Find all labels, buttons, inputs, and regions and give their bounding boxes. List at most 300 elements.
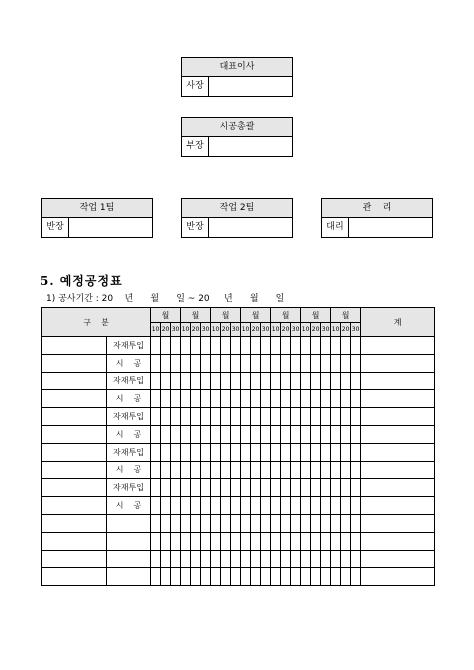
schedule-cell[interactable] [191,443,201,461]
schedule-cell[interactable] [161,425,171,443]
schedule-cell[interactable] [211,461,221,479]
schedule-cell[interactable] [191,568,201,586]
org-team2-name-field[interactable] [209,218,292,237]
row-total-cell[interactable] [361,408,435,426]
schedule-cell[interactable] [241,408,251,426]
schedule-cell[interactable] [341,354,351,372]
schedule-cell[interactable] [181,408,191,426]
schedule-cell[interactable] [201,354,211,372]
schedule-cell[interactable] [331,514,341,532]
schedule-cell[interactable] [191,461,201,479]
schedule-cell[interactable] [281,354,291,372]
schedule-cell[interactable] [331,337,341,355]
schedule-cell[interactable] [241,479,251,497]
schedule-cell[interactable] [341,372,351,390]
schedule-cell[interactable] [181,568,191,586]
schedule-cell[interactable] [291,461,301,479]
row-total-cell[interactable] [361,425,435,443]
schedule-cell[interactable] [231,461,241,479]
schedule-cell[interactable] [261,390,271,408]
org-team1-name-field[interactable] [69,218,152,237]
org-ceo-name-field[interactable] [209,77,292,96]
row-item-cell[interactable] [42,408,107,426]
schedule-cell[interactable] [151,497,161,515]
schedule-cell[interactable] [221,443,231,461]
schedule-cell[interactable] [241,354,251,372]
schedule-cell[interactable] [151,372,161,390]
row-total-cell[interactable] [361,461,435,479]
row-total-cell[interactable] [361,443,435,461]
schedule-cell[interactable] [181,337,191,355]
schedule-cell[interactable] [161,514,171,532]
schedule-cell[interactable] [151,532,161,550]
schedule-cell[interactable] [151,354,161,372]
schedule-cell[interactable] [181,461,191,479]
schedule-cell[interactable] [291,532,301,550]
schedule-cell[interactable] [241,443,251,461]
schedule-cell[interactable] [251,354,261,372]
schedule-cell[interactable] [221,425,231,443]
schedule-cell[interactable] [191,425,201,443]
schedule-cell[interactable] [201,550,211,568]
schedule-cell[interactable] [351,354,361,372]
schedule-cell[interactable] [171,550,181,568]
schedule-cell[interactable] [281,390,291,408]
schedule-cell[interactable] [231,550,241,568]
schedule-cell[interactable] [191,497,201,515]
schedule-cell[interactable] [311,354,321,372]
schedule-cell[interactable] [291,479,301,497]
schedule-cell[interactable] [161,568,171,586]
schedule-cell[interactable] [201,479,211,497]
schedule-cell[interactable] [231,497,241,515]
schedule-cell[interactable] [291,443,301,461]
schedule-cell[interactable] [291,514,301,532]
schedule-cell[interactable] [161,408,171,426]
row-item-cell[interactable] [42,443,107,461]
schedule-cell[interactable] [311,550,321,568]
schedule-cell[interactable] [241,461,251,479]
schedule-cell[interactable] [211,443,221,461]
schedule-cell[interactable] [171,390,181,408]
schedule-cell[interactable] [251,408,261,426]
row-item-cell[interactable] [42,532,107,550]
schedule-cell[interactable] [151,390,161,408]
schedule-cell[interactable] [171,425,181,443]
row-item-cell[interactable] [42,425,107,443]
row-total-cell[interactable] [361,337,435,355]
schedule-cell[interactable] [351,337,361,355]
schedule-cell[interactable] [151,479,161,497]
schedule-cell[interactable] [341,550,351,568]
org-director-name-field[interactable] [209,137,292,156]
schedule-cell[interactable] [231,443,241,461]
schedule-cell[interactable] [161,479,171,497]
schedule-cell[interactable] [271,497,281,515]
schedule-cell[interactable] [271,479,281,497]
row-item-cell[interactable] [42,479,107,497]
schedule-cell[interactable] [261,514,271,532]
schedule-cell[interactable] [161,550,171,568]
schedule-cell[interactable] [311,443,321,461]
schedule-cell[interactable] [171,443,181,461]
schedule-cell[interactable] [221,354,231,372]
schedule-cell[interactable] [281,550,291,568]
schedule-cell[interactable] [301,550,311,568]
row-total-cell[interactable] [361,568,435,586]
schedule-cell[interactable] [271,568,281,586]
schedule-cell[interactable] [271,443,281,461]
schedule-cell[interactable] [171,337,181,355]
schedule-cell[interactable] [191,354,201,372]
schedule-cell[interactable] [201,497,211,515]
schedule-cell[interactable] [191,550,201,568]
schedule-cell[interactable] [281,425,291,443]
schedule-cell[interactable] [281,372,291,390]
schedule-cell[interactable] [301,497,311,515]
schedule-cell[interactable] [211,390,221,408]
schedule-cell[interactable] [241,550,251,568]
schedule-cell[interactable] [231,568,241,586]
schedule-cell[interactable] [171,497,181,515]
schedule-cell[interactable] [321,568,331,586]
schedule-cell[interactable] [291,408,301,426]
schedule-cell[interactable] [251,443,261,461]
schedule-cell[interactable] [161,337,171,355]
schedule-cell[interactable] [341,461,351,479]
schedule-cell[interactable] [351,443,361,461]
schedule-cell[interactable] [201,568,211,586]
schedule-cell[interactable] [321,425,331,443]
schedule-cell[interactable] [161,443,171,461]
schedule-cell[interactable] [331,550,341,568]
schedule-cell[interactable] [291,568,301,586]
schedule-cell[interactable] [351,461,361,479]
row-item-cell[interactable] [42,550,107,568]
schedule-cell[interactable] [221,497,231,515]
schedule-cell[interactable] [191,514,201,532]
schedule-cell[interactable] [301,532,311,550]
schedule-cell[interactable] [341,443,351,461]
schedule-cell[interactable] [261,408,271,426]
schedule-cell[interactable] [281,337,291,355]
schedule-cell[interactable] [251,425,261,443]
schedule-cell[interactable] [231,479,241,497]
schedule-cell[interactable] [161,354,171,372]
schedule-cell[interactable] [251,461,261,479]
schedule-cell[interactable] [191,372,201,390]
schedule-cell[interactable] [321,390,331,408]
schedule-cell[interactable] [211,408,221,426]
schedule-cell[interactable] [251,372,261,390]
schedule-cell[interactable] [171,372,181,390]
schedule-cell[interactable] [321,337,331,355]
schedule-cell[interactable] [271,390,281,408]
schedule-cell[interactable] [351,568,361,586]
schedule-cell[interactable] [351,372,361,390]
schedule-cell[interactable] [211,514,221,532]
schedule-cell[interactable] [151,425,161,443]
schedule-cell[interactable] [321,550,331,568]
schedule-cell[interactable] [221,532,231,550]
schedule-cell[interactable] [351,532,361,550]
schedule-cell[interactable] [181,390,191,408]
schedule-cell[interactable] [251,479,261,497]
schedule-cell[interactable] [241,425,251,443]
schedule-cell[interactable] [201,461,211,479]
schedule-cell[interactable] [331,372,341,390]
schedule-cell[interactable] [331,532,341,550]
row-item-cell[interactable] [42,354,107,372]
schedule-cell[interactable] [221,337,231,355]
row-total-cell[interactable] [361,479,435,497]
schedule-cell[interactable] [191,532,201,550]
schedule-cell[interactable] [231,390,241,408]
schedule-cell[interactable] [301,337,311,355]
schedule-cell[interactable] [221,514,231,532]
schedule-cell[interactable] [251,337,261,355]
schedule-cell[interactable] [211,568,221,586]
schedule-cell[interactable] [171,514,181,532]
schedule-cell[interactable] [181,425,191,443]
schedule-cell[interactable] [321,408,331,426]
schedule-cell[interactable] [191,337,201,355]
schedule-cell[interactable] [311,479,321,497]
schedule-cell[interactable] [271,532,281,550]
row-item-cell[interactable] [42,390,107,408]
row-total-cell[interactable] [361,532,435,550]
schedule-cell[interactable] [161,461,171,479]
schedule-cell[interactable] [231,514,241,532]
schedule-cell[interactable] [181,497,191,515]
schedule-cell[interactable] [341,568,351,586]
row-item-cell[interactable] [42,337,107,355]
schedule-cell[interactable] [161,372,171,390]
schedule-cell[interactable] [161,497,171,515]
schedule-cell[interactable] [181,550,191,568]
schedule-cell[interactable] [201,337,211,355]
schedule-cell[interactable] [331,461,341,479]
schedule-cell[interactable] [301,425,311,443]
schedule-cell[interactable] [261,479,271,497]
schedule-cell[interactable] [171,479,181,497]
schedule-cell[interactable] [261,461,271,479]
schedule-cell[interactable] [241,337,251,355]
schedule-cell[interactable] [311,408,321,426]
schedule-cell[interactable] [321,354,331,372]
schedule-cell[interactable] [311,461,321,479]
schedule-cell[interactable] [161,532,171,550]
schedule-cell[interactable] [331,479,341,497]
schedule-cell[interactable] [311,514,321,532]
schedule-cell[interactable] [351,550,361,568]
schedule-cell[interactable] [251,497,261,515]
schedule-cell[interactable] [151,443,161,461]
schedule-cell[interactable] [351,425,361,443]
schedule-cell[interactable] [171,354,181,372]
schedule-cell[interactable] [351,497,361,515]
schedule-cell[interactable] [261,337,271,355]
schedule-cell[interactable] [231,408,241,426]
schedule-cell[interactable] [241,497,251,515]
schedule-cell[interactable] [271,337,281,355]
schedule-cell[interactable] [341,408,351,426]
schedule-cell[interactable] [331,390,341,408]
schedule-cell[interactable] [321,443,331,461]
schedule-cell[interactable] [271,372,281,390]
row-total-cell[interactable] [361,550,435,568]
schedule-cell[interactable] [231,354,241,372]
schedule-cell[interactable] [191,390,201,408]
schedule-cell[interactable] [351,408,361,426]
schedule-cell[interactable] [201,514,211,532]
schedule-cell[interactable] [271,425,281,443]
schedule-cell[interactable] [291,390,301,408]
schedule-cell[interactable] [231,337,241,355]
row-total-cell[interactable] [361,497,435,515]
schedule-cell[interactable] [221,461,231,479]
schedule-cell[interactable] [151,337,161,355]
schedule-cell[interactable] [211,497,221,515]
schedule-cell[interactable] [291,425,301,443]
schedule-cell[interactable] [241,532,251,550]
schedule-cell[interactable] [311,568,321,586]
schedule-cell[interactable] [291,550,301,568]
schedule-cell[interactable] [311,425,321,443]
row-item-cell[interactable] [42,568,107,586]
schedule-cell[interactable] [241,390,251,408]
schedule-cell[interactable] [151,568,161,586]
schedule-cell[interactable] [341,425,351,443]
schedule-cell[interactable] [291,497,301,515]
schedule-cell[interactable] [271,408,281,426]
schedule-cell[interactable] [261,372,271,390]
schedule-cell[interactable] [291,372,301,390]
schedule-cell[interactable] [321,497,331,515]
schedule-cell[interactable] [201,532,211,550]
schedule-cell[interactable] [211,479,221,497]
schedule-cell[interactable] [281,408,291,426]
schedule-cell[interactable] [221,390,231,408]
schedule-cell[interactable] [211,372,221,390]
schedule-cell[interactable] [321,461,331,479]
schedule-cell[interactable] [251,514,261,532]
schedule-cell[interactable] [311,372,321,390]
schedule-cell[interactable] [201,372,211,390]
schedule-cell[interactable] [211,425,221,443]
schedule-cell[interactable] [161,390,171,408]
schedule-cell[interactable] [291,337,301,355]
schedule-cell[interactable] [261,532,271,550]
row-item-cell[interactable] [42,497,107,515]
schedule-cell[interactable] [221,408,231,426]
schedule-cell[interactable] [251,550,261,568]
schedule-cell[interactable] [251,532,261,550]
schedule-cell[interactable] [231,532,241,550]
schedule-cell[interactable] [341,497,351,515]
schedule-cell[interactable] [151,514,161,532]
schedule-cell[interactable] [261,354,271,372]
schedule-cell[interactable] [331,425,341,443]
schedule-cell[interactable] [231,425,241,443]
schedule-cell[interactable] [151,461,161,479]
schedule-cell[interactable] [281,479,291,497]
schedule-cell[interactable] [221,372,231,390]
schedule-cell[interactable] [311,497,321,515]
schedule-cell[interactable] [211,532,221,550]
schedule-cell[interactable] [271,514,281,532]
schedule-cell[interactable] [261,443,271,461]
schedule-cell[interactable] [241,514,251,532]
schedule-cell[interactable] [321,514,331,532]
schedule-cell[interactable] [331,443,341,461]
schedule-cell[interactable] [171,461,181,479]
schedule-cell[interactable] [181,372,191,390]
schedule-cell[interactable] [301,443,311,461]
row-item-cell[interactable] [42,372,107,390]
org-admin-name-field[interactable] [349,218,432,237]
schedule-cell[interactable] [221,550,231,568]
schedule-cell[interactable] [301,372,311,390]
schedule-cell[interactable] [341,532,351,550]
schedule-cell[interactable] [251,568,261,586]
schedule-cell[interactable] [301,479,311,497]
schedule-cell[interactable] [321,532,331,550]
schedule-cell[interactable] [311,390,321,408]
schedule-cell[interactable] [181,514,191,532]
schedule-cell[interactable] [301,514,311,532]
schedule-cell[interactable] [201,443,211,461]
schedule-cell[interactable] [191,479,201,497]
schedule-cell[interactable] [181,479,191,497]
schedule-cell[interactable] [311,337,321,355]
schedule-cell[interactable] [271,550,281,568]
schedule-cell[interactable] [271,354,281,372]
schedule-cell[interactable] [211,337,221,355]
row-total-cell[interactable] [361,514,435,532]
schedule-cell[interactable] [181,532,191,550]
schedule-cell[interactable] [301,354,311,372]
schedule-cell[interactable] [301,408,311,426]
schedule-cell[interactable] [331,497,341,515]
row-total-cell[interactable] [361,354,435,372]
schedule-cell[interactable] [181,443,191,461]
schedule-cell[interactable] [181,354,191,372]
schedule-cell[interactable] [171,408,181,426]
schedule-cell[interactable] [351,390,361,408]
schedule-cell[interactable] [281,568,291,586]
schedule-cell[interactable] [301,568,311,586]
schedule-cell[interactable] [261,425,271,443]
schedule-cell[interactable] [301,461,311,479]
schedule-cell[interactable] [301,390,311,408]
row-total-cell[interactable] [361,372,435,390]
schedule-cell[interactable] [211,354,221,372]
schedule-cell[interactable] [261,550,271,568]
schedule-cell[interactable] [221,479,231,497]
schedule-cell[interactable] [231,372,241,390]
schedule-cell[interactable] [211,550,221,568]
schedule-cell[interactable] [271,461,281,479]
schedule-cell[interactable] [191,408,201,426]
schedule-cell[interactable] [341,514,351,532]
schedule-cell[interactable] [331,354,341,372]
schedule-cell[interactable] [201,408,211,426]
schedule-cell[interactable] [311,532,321,550]
schedule-cell[interactable] [221,568,231,586]
schedule-cell[interactable] [341,479,351,497]
schedule-cell[interactable] [351,479,361,497]
